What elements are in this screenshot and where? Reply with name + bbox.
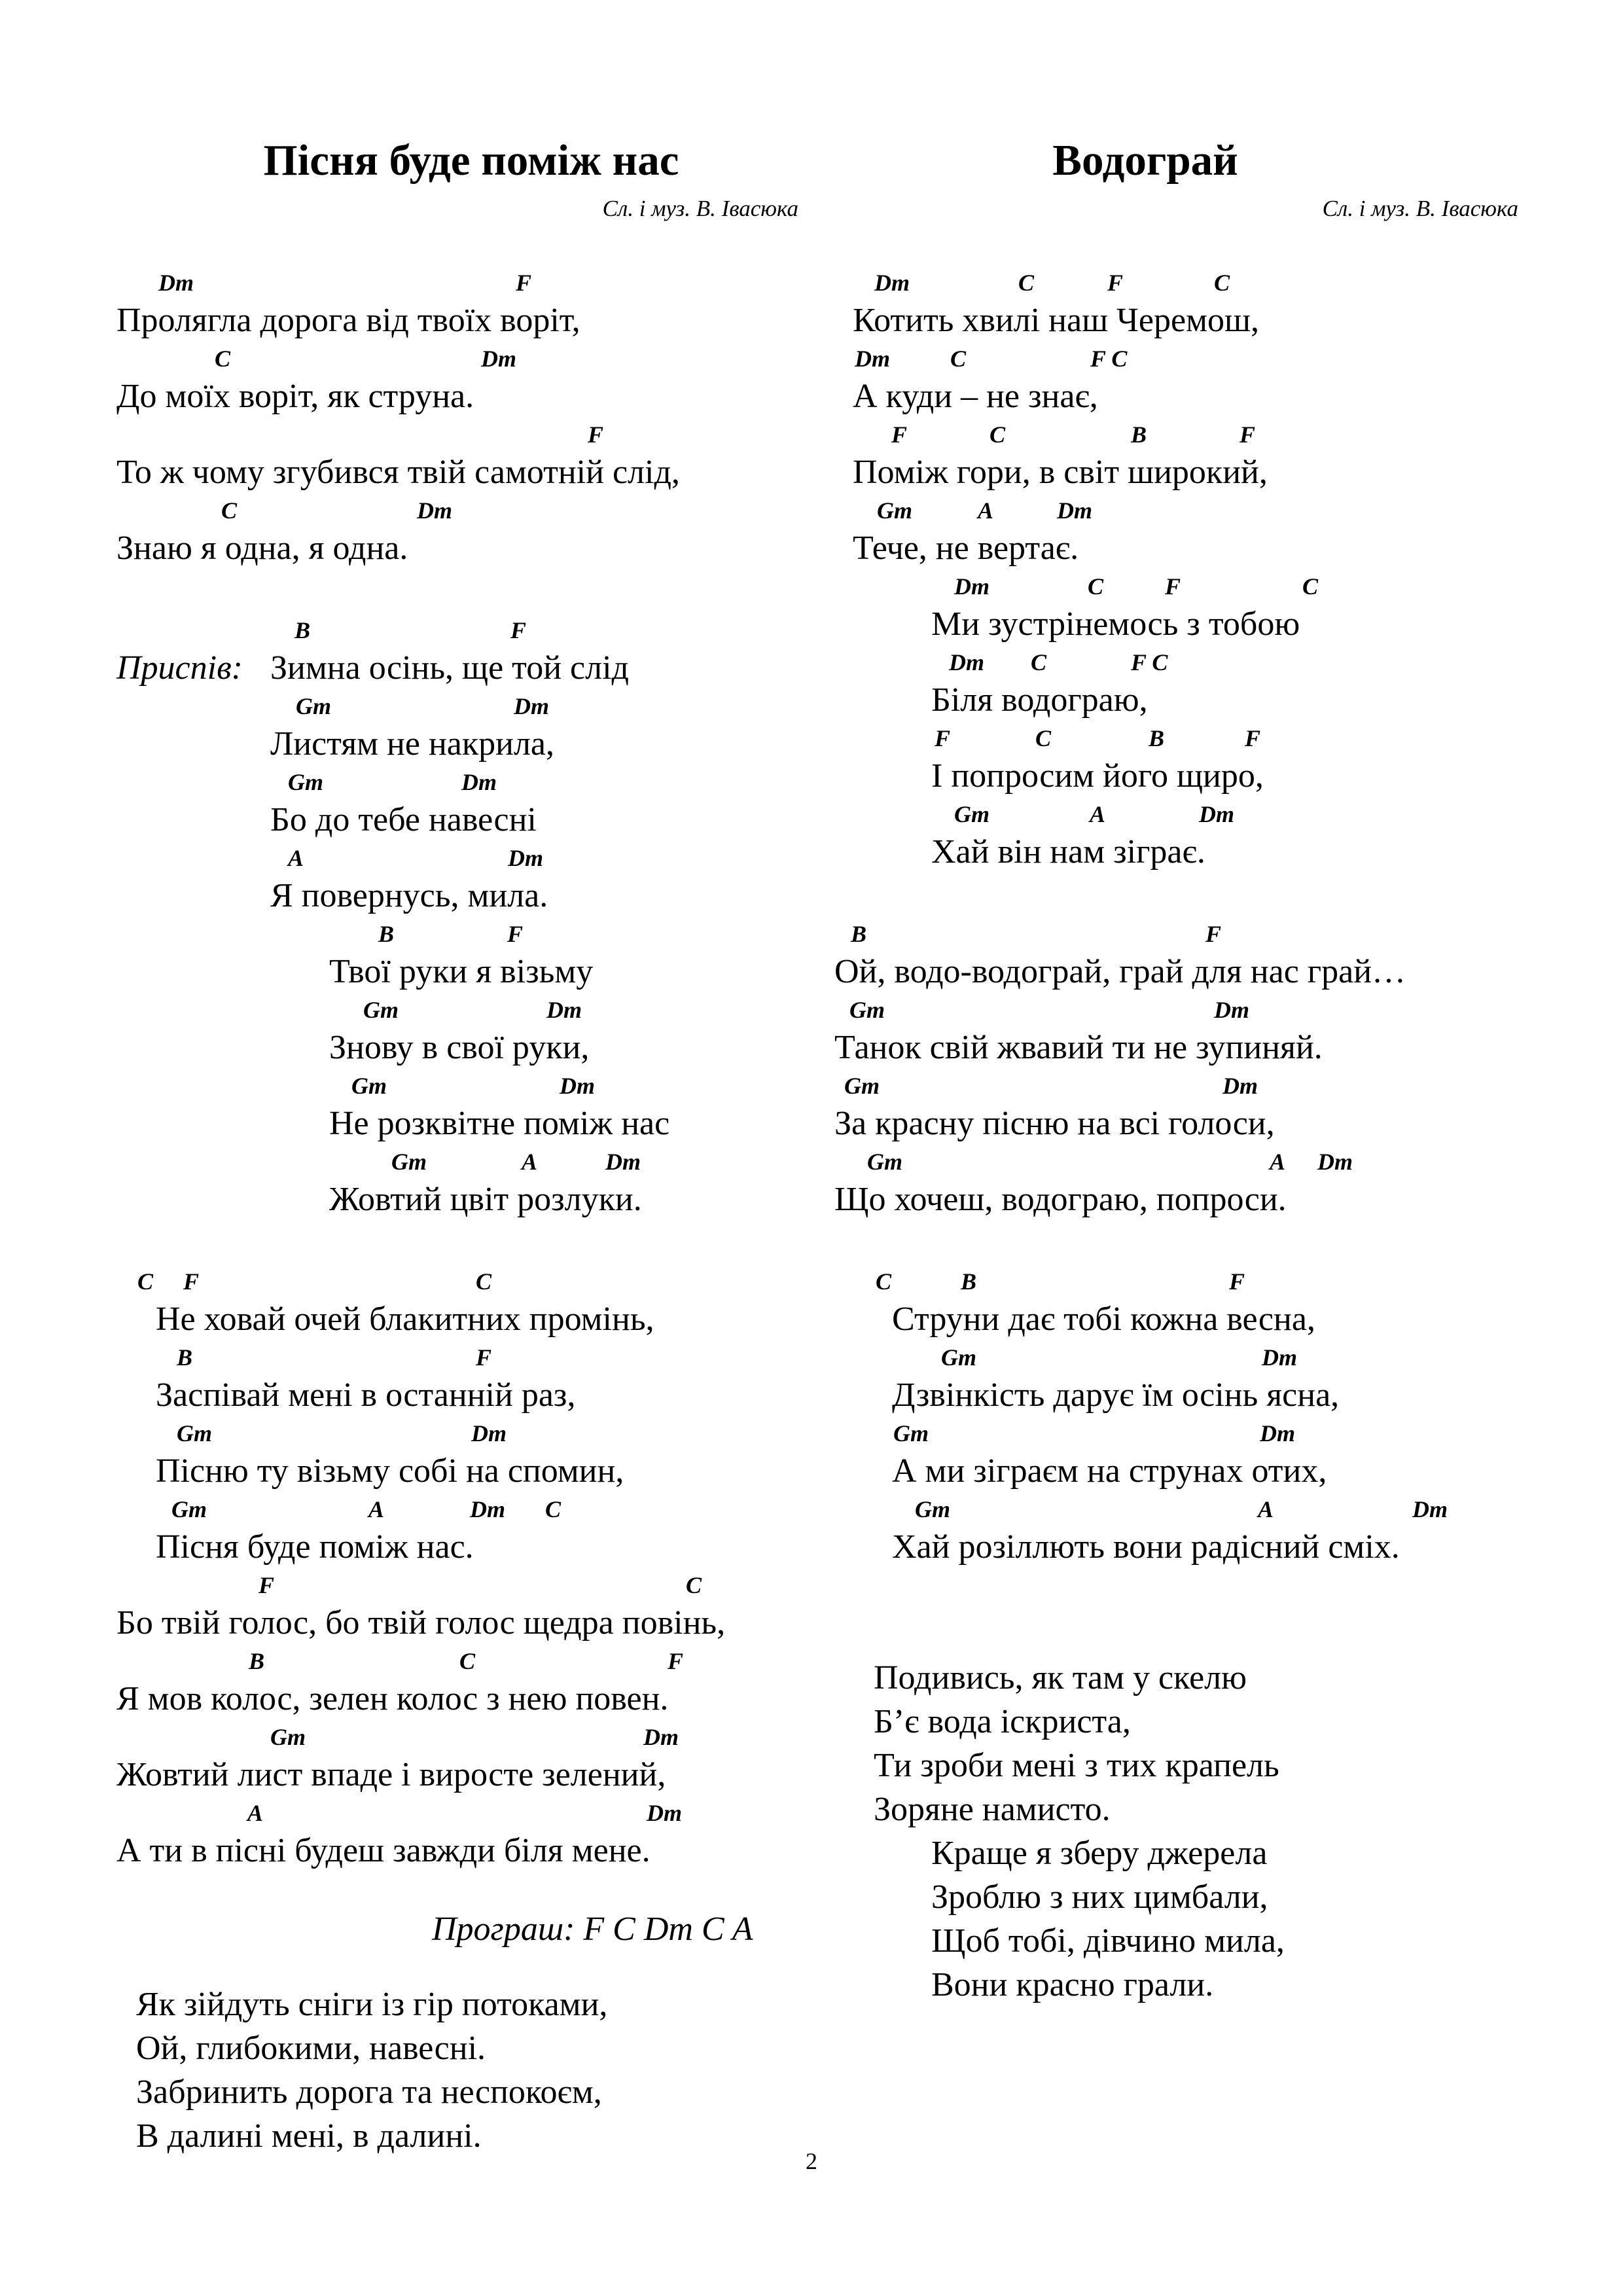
chord: Dm [461, 769, 497, 795]
lyric-line: До моїх воріт, як струна. [116, 378, 474, 415]
chord: Dm [417, 497, 452, 524]
chord: A [522, 1149, 538, 1175]
lyric-line: Як зійдуть сніги із гір потоками, [136, 1986, 608, 2023]
chord: Dm [1057, 497, 1092, 524]
chord: C [137, 1268, 154, 1295]
chord: Dm [949, 649, 984, 675]
lyric-line: Не ховай очей блакитних промінь, [156, 1300, 654, 1338]
chord: Gm [288, 769, 323, 795]
chord: Gm [877, 497, 912, 524]
chord: F [1245, 725, 1261, 751]
song-title-right: Водограй [1052, 136, 1238, 185]
chord: Dm [1262, 1344, 1297, 1371]
lyric-line: А ти в пісні будеш завжди біля мене. [116, 1832, 651, 1869]
chord: Dm [1199, 801, 1234, 827]
lyric-line: А ми зіграєм на струнах отих, [892, 1452, 1327, 1490]
song-author-left: Сл. і муз. В. Івасюка [602, 196, 798, 221]
lyric-line: Хай розіллють вони радісний сміх. [892, 1528, 1400, 1566]
chord: Dm [481, 346, 516, 372]
lyric-line: Твої руки я візьму [329, 953, 594, 990]
chord: C [459, 1648, 476, 1674]
chord: C [476, 1268, 492, 1295]
chord: B [1149, 725, 1165, 751]
lyric-line: Ми зустрінемось з тобою [931, 605, 1300, 643]
chord: F C [1090, 346, 1128, 372]
chord: F [507, 921, 524, 947]
lyric-line: Щоб тобі, дівчино мила, [931, 1922, 1285, 1960]
chord: F [935, 725, 951, 751]
lyric-line: І попросим його щиро, [931, 757, 1264, 795]
chord: Dm [1317, 1149, 1353, 1175]
chord: F [183, 1268, 200, 1295]
chord: Dm [605, 1149, 641, 1175]
chord: A [978, 497, 994, 524]
chord: A [1090, 801, 1106, 827]
chord: B [378, 921, 395, 947]
chord: B [177, 1344, 193, 1371]
lyric-line: Листям не накрила, [270, 725, 554, 762]
lyric-line: Бо твій голос, бо твій голос щедра повінь, [116, 1604, 726, 1641]
chord: C [545, 1496, 562, 1522]
lyric-line: Тече, не вертає. [853, 529, 1079, 567]
chord: Dm [643, 1724, 679, 1750]
chord: C [686, 1572, 702, 1598]
lyric-line: Знову в свої руки, [329, 1029, 590, 1066]
page-number: 2 [806, 2148, 817, 2174]
lyric-line: Дзвінкість дарує їм осінь ясна, [892, 1376, 1340, 1414]
chord: Gm [351, 1073, 387, 1099]
chord: Dm [560, 1073, 595, 1099]
chord: A [1258, 1496, 1274, 1522]
chord: C [876, 1268, 892, 1295]
lyric-line: Танок свій жвавий ти не зупиняй. [834, 1029, 1323, 1066]
chord: Gm [363, 997, 399, 1023]
lyric-line: В далині мені, в далині. [136, 2117, 482, 2155]
chord: F C [1131, 649, 1168, 675]
lyric-line: Краще я зберу джерела [931, 1835, 1268, 1872]
lyric-line: Пролягла дорога від твоїх воріт, [116, 302, 580, 339]
chord: Dm [1412, 1496, 1448, 1522]
chord: Gm [915, 1496, 950, 1522]
chord: Gm [893, 1420, 929, 1446]
lyric-line: За красну пісню на всі голоси, [834, 1105, 1275, 1142]
chorus-label: Приспів: [116, 649, 243, 687]
lyric-line: Ти зроби мені з тих крапель [874, 1747, 1279, 1784]
lyric-line: Знаю я одна, я одна. [116, 529, 408, 567]
chord: Dm [647, 1800, 682, 1826]
lyric-line: Котить хвилі наш Черемош, [853, 302, 1260, 339]
chord: Gm [844, 1073, 880, 1099]
chord: B [961, 1268, 977, 1295]
lyric-line: Що хочеш, водограю, попроси. [834, 1181, 1287, 1218]
lyric-line: Жовтий цвіт розлуки. [329, 1181, 642, 1218]
chord: F [510, 617, 527, 643]
lyric-line: Заспівай мені в останній раз, [156, 1376, 576, 1414]
chord: Dm [508, 845, 543, 871]
chord: Dm [470, 1496, 505, 1522]
chord: F [516, 270, 532, 296]
lyric-line: Пісню ту візьму собі на спомин, [156, 1452, 624, 1490]
lyric-line: А куди – не знає, [853, 378, 1098, 415]
lyric-line: Зроблю з них цимбали, [931, 1878, 1268, 1916]
chord: Gm [391, 1149, 427, 1175]
chord: Dm [158, 270, 194, 296]
lyric-line: Я мов колос, зелен колос з нею повен. [116, 1680, 669, 1717]
chord: Dm [954, 573, 990, 600]
lyric-line: Бо до тебе навесні [270, 801, 537, 838]
lyric-line: Зоряне намисто. [874, 1791, 1111, 1828]
chord: Gm [296, 693, 331, 719]
chord: F [476, 1344, 492, 1371]
chord: C [1088, 573, 1104, 600]
chord: F [1165, 573, 1181, 600]
chord: F [588, 422, 604, 448]
lyric-line: Не розквітне поміж нас [329, 1105, 670, 1142]
chord: Dm [1214, 997, 1249, 1023]
chord: Gm [270, 1724, 306, 1750]
chord: C [1035, 725, 1052, 751]
chord: Gm [867, 1149, 902, 1175]
chord: B [1131, 422, 1147, 448]
lyric-line: Хай він нам зіграє. [931, 833, 1205, 870]
chord: A [288, 845, 304, 871]
chord: Dm [1222, 1073, 1258, 1099]
chord: Dm [471, 1420, 507, 1446]
chord: Dm [546, 997, 582, 1023]
chord: Gm [954, 801, 990, 827]
song-author-right: Сл. і муз. В. Івасюка [1322, 196, 1518, 221]
lyric-line: Поміж гори, в світ широкий, [853, 454, 1268, 491]
lyric-line: Зимна осінь, ще той слід [270, 649, 629, 687]
chord: C [950, 346, 967, 372]
chord: F [1229, 1268, 1245, 1295]
lyric-line: Ой, водо-водограй, грай для нас грай… [834, 953, 1406, 990]
chord: F [1107, 270, 1124, 296]
chord: C [215, 346, 231, 372]
chord: A [247, 1800, 264, 1826]
chord: Dm [874, 270, 910, 296]
chord: F [891, 422, 908, 448]
chord: Dm [514, 693, 549, 719]
lyric-line: Подивись, як там у скелю [874, 1659, 1247, 1696]
chord: A [368, 1496, 385, 1522]
chord: C [221, 497, 238, 524]
chord: B [249, 1648, 265, 1674]
chord: B [294, 617, 311, 643]
lyric-line: Ой, глибокими, навесні. [136, 2030, 486, 2067]
lyric-line: Жовтий лист впаде і виросте зелений, [116, 1756, 666, 1793]
chord: Dm [855, 346, 890, 372]
chord: Gm [177, 1420, 212, 1446]
chord: Dm [1260, 1420, 1295, 1446]
lyric-line: Біля водограю, [931, 681, 1148, 719]
chord: F [259, 1572, 275, 1598]
lyric-line: Струни дає тобі кожна весна, [892, 1300, 1315, 1338]
lyric-line: Б’є вода іскриста, [874, 1703, 1131, 1740]
song-title-left: Пісня буде поміж нас [263, 136, 679, 185]
chord: C [1214, 270, 1230, 296]
chord: C [990, 422, 1006, 448]
chord: C [1031, 649, 1047, 675]
chord: F [1205, 921, 1222, 947]
chord: Gm [849, 997, 885, 1023]
lyric-line: Вони красно грали. [931, 1966, 1214, 2003]
chord: F [668, 1648, 684, 1674]
lyric-line: То ж чому згубився твій самотній слід, [116, 454, 680, 491]
chord: C [1018, 270, 1035, 296]
chord: A [1270, 1149, 1286, 1175]
lyric-line: Забринить дорога та неспокоєм, [136, 2073, 602, 2111]
chord: B [851, 921, 867, 947]
chord: F [1240, 422, 1256, 448]
chord: Gm [941, 1344, 976, 1371]
prohrash-line: Програш: F C Dm C A [432, 1910, 753, 1948]
lyric-line: Пісня буде поміж нас. [156, 1528, 474, 1566]
chord: C [1302, 573, 1319, 600]
chord: Gm [171, 1496, 207, 1522]
lyric-line: Я повернусь, мила. [270, 877, 548, 914]
